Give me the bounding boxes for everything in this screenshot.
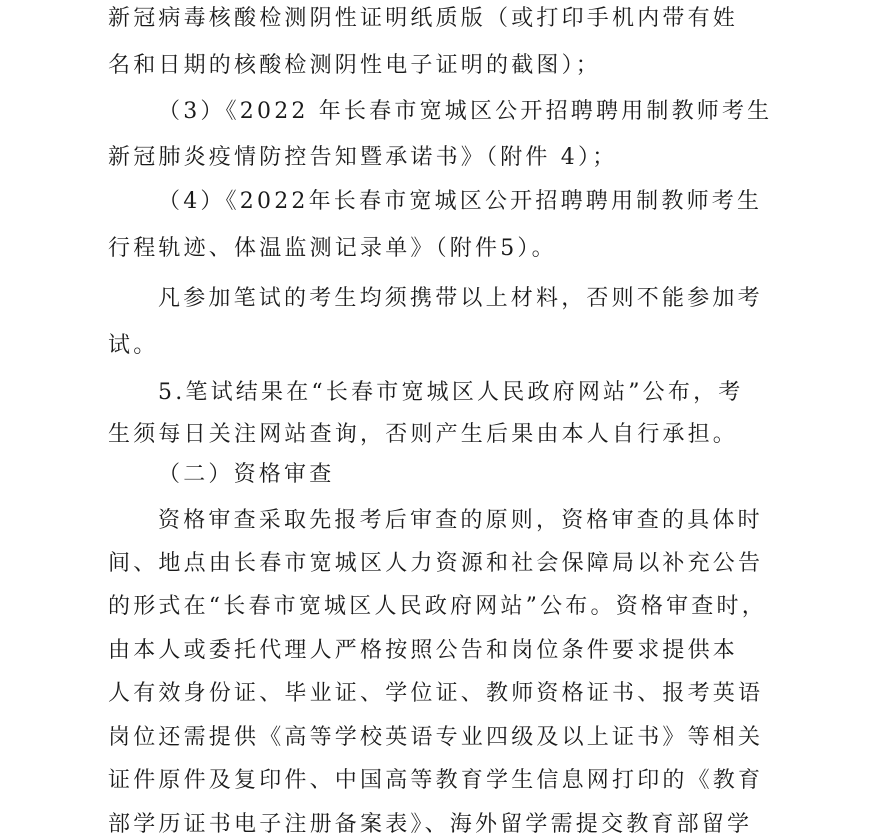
text-line-18: 证件原件及复印件、中国高等教育学生信息网打印的《教育 bbox=[108, 768, 764, 793]
text-line-3: （3）《2022 年长春市宽城区公开招聘聘用制教师考生 bbox=[158, 99, 773, 124]
text-line-9: 5.笔试结果在“长春市宽城区人民政府网站”公布，考 bbox=[158, 380, 744, 405]
text-line-6: 行程轨迹、体温监测记录单》（附件5）。 bbox=[108, 236, 557, 261]
text-line-13: 间、地点由长春市宽城区人力资源和社会保障局以补充公告 bbox=[108, 551, 764, 576]
section-heading: （二）资格审查 bbox=[158, 462, 335, 487]
text-line-10: 生须每日关注网站查询，否则产生后果由本人自行承担。 bbox=[108, 422, 739, 447]
text-line-16: 人有效身份证、毕业证、学位证、教师资格证书、报考英语 bbox=[108, 681, 764, 706]
text-line-15: 由本人或委托代理人严格按照公告和岗位条件要求提供本 bbox=[108, 638, 739, 663]
text-line-17: 岗位还需提供《高等学校英语专业四级及以上证书》等相关 bbox=[108, 725, 764, 750]
text-line-19: 部学历证书电子注册备案表》、海外留学需提交教育部留学 bbox=[108, 812, 753, 837]
text-line-1: 新冠病毒核酸检测阴性证明纸质版（或打印手机内带有姓 bbox=[108, 6, 739, 31]
text-line-7: 凡参加笔试的考生均须携带以上材料，否则不能参加考 bbox=[158, 286, 763, 311]
text-line-2: 名和日期的核酸检测阴性电子证明的截图）； bbox=[108, 53, 602, 78]
text-line-8: 试。 bbox=[108, 333, 159, 358]
text-line-5: （4）《2022年长春市宽城区公开招聘聘用制教师考生 bbox=[158, 189, 763, 214]
text-line-4: 新冠肺炎疫情防控告知暨承诺书》（附件 4）； bbox=[108, 145, 618, 170]
text-line-12: 资格审查采取先报考后审查的原则，资格审查的具体时 bbox=[158, 508, 763, 533]
text-line-14: 的形式在“长春市宽城区人民政府网站”公布。资格审查时， bbox=[108, 594, 767, 619]
